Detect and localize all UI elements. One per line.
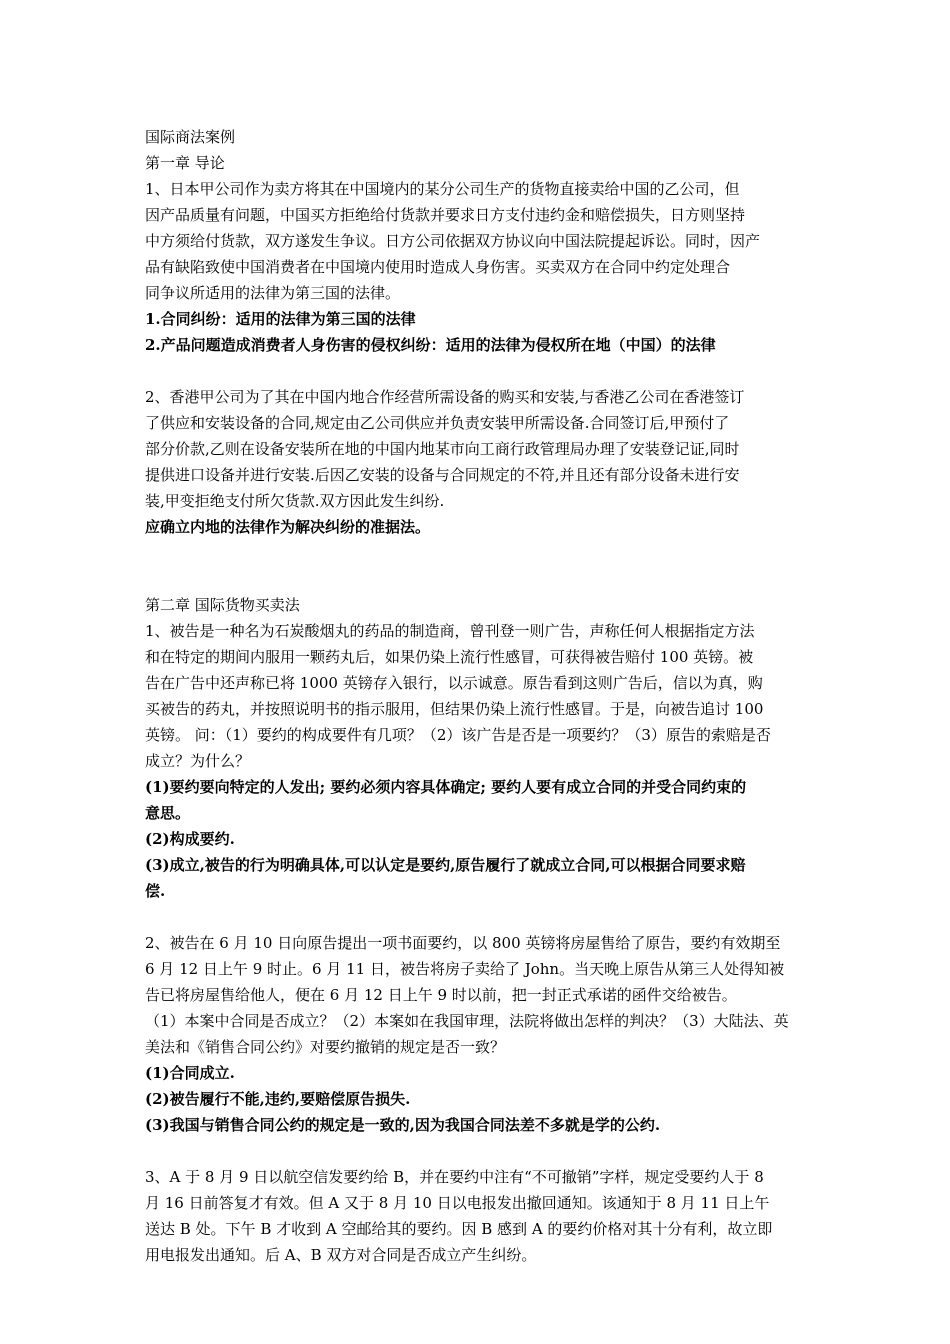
text-line: 和在特定的期间内服用一颗药丸后，如果仍染上流行性感冒，可获得被告赔付 100 英镑。被: [145, 648, 754, 666]
document-title: 国际商法案例: [145, 128, 236, 146]
answer-line: 2.产品问题造成消费者人身伤害的侵权纠纷：适用的法律为侵权所在地（中国）的法律: [145, 336, 716, 354]
text-line: 6 月 12 日上午 9 时止。6 月 11 日，被告将房子卖给了 John。当天晚上原告从第三人处得知被: [145, 960, 785, 978]
text-line: 中方须给付货款，双方遂发生争议。日方公司依据双方协议向中国法院提起诉讼。同时，因产: [145, 232, 761, 250]
ch2-case2-text: [145, 930, 810, 1060]
answer-line: 1.合同纠纷：适用的法律为第三国的法律: [145, 310, 416, 328]
text-line: 告在广告中还声称已将 1000 英镑存入银行，以示诚意。原告看到这则广告后，信以为真，购: [145, 674, 763, 692]
answer-line: (3)成立,被告的行为明确具体,可以认定是要约,原告履行了就成立合同,可以根据合同要求赔: [145, 856, 746, 874]
text-line: 因产品质量有问题，中国买方拒绝给付货款并要求日方支付违约金和赔偿损失，日方则坚持: [145, 206, 746, 224]
text-line: 成立？为什么？: [145, 752, 251, 770]
answer-line: (1)要约要向特定的人发出; 要约必须内容具体确定; 要约人要有成立合同的并受合同约束的: [145, 778, 747, 796]
text-line: 英镑。 问：（1）要约的构成要件有几项？（2）该广告是否是一项要约？（3）原告的索赔是否: [145, 726, 771, 744]
ch2-case1-answers: [145, 774, 810, 904]
text-line: （1）本案中合同是否成立？（2）本案如在我国审理，法院将做出怎样的判决？（3）大陆法、英: [145, 1012, 789, 1030]
text-line: 买被告的药丸，并按照说明书的指示服用，但结果仍染上流行性感冒。于是，向被告追讨 100: [145, 700, 764, 718]
answer-line: (1)合同成立.: [145, 1064, 235, 1082]
ch1-case2-text: [145, 384, 810, 514]
document-page: [145, 124, 810, 1268]
text-line: 1、被告是一种名为石炭酸烟丸的药品的制造商，曾刊登一则广告，声称任何人根据指定方法: [145, 622, 755, 640]
ch1-case2-answers: [145, 514, 810, 540]
chapter-1-heading: 第一章 导论: [145, 154, 225, 172]
text-line: 部分价款,乙则在设备安装所在地的中国内地某市向工商行政管理局办理了安装登记证,同时: [145, 440, 740, 458]
text-line: 2、被告在 6 月 10 日向原告提出一项书面要约，以 800 英镑将房屋售给了原告，要约有效期至: [145, 934, 781, 952]
answer-line: (2)构成要约.: [145, 830, 235, 848]
chapter-2-heading: 第二章 国际货物买卖法: [145, 596, 300, 614]
ch1-case1-answers: [145, 306, 810, 358]
answer-line: 应确立内地的法律作为解决纠纷的准据法。: [145, 518, 431, 536]
text-line: 告已将房屋售给他人，便在 6 月 12 日上午 9 时以前，把一封正式承诺的函件交给被告。: [145, 986, 737, 1004]
answer-line: (2)被告履行不能,违约,要赔偿原告损失.: [145, 1090, 411, 1108]
ch2-case2-answers: [145, 1060, 810, 1138]
ch2-case1-text: [145, 618, 810, 774]
ch1-case1-text: [145, 176, 810, 306]
text-line: 1、日本甲公司作为卖方将其在中国境内的某分公司生产的货物直接卖给中国的乙公司，但: [145, 180, 740, 198]
text-line: 了供应和安装设备的合同,规定由乙公司供应并负责安装甲所需设备.合同签订后,甲预付了: [145, 414, 730, 432]
text-line: 用电报发出通知。后 A、B 双方对合同是否成立产生纠纷。: [145, 1246, 537, 1264]
answer-line: 意思。: [145, 804, 191, 822]
text-line: 3、A 于 8 月 9 日以航空信发要约给 B，并在要约中注有“不可撤销”字样，规定受要约人于 8: [145, 1168, 764, 1186]
answer-line: 偿.: [145, 882, 166, 900]
text-line: 2、香港甲公司为了其在中国内地合作经营所需设备的购买和安装,与香港乙公司在香港签订: [145, 388, 745, 406]
text-line: 装,甲变拒绝支付所欠货款.双方因此发生纠纷.: [145, 492, 445, 510]
text-line: 品有缺陷致使中国消费者在中国境内使用时造成人身伤害。买卖双方在合同中约定处理合: [145, 258, 731, 276]
text-line: 美法和《销售合同公约》对要约撤销的规定是否一致？: [145, 1038, 506, 1056]
answer-line: (3)我国与销售合同公约的规定是一致的,因为我国合同法差不多就是学的公约.: [145, 1116, 661, 1134]
text-line: 月 16 日前答复才有效。但 A 又于 8 月 10 日以电报发出撤回通知。该通知于 8 月 11 日上午: [145, 1194, 770, 1212]
text-line: 送达 B 处。下午 B 才收到 A 空邮给其的要约。因 B 感到 A 的要约价格对其十分有利，故立即: [145, 1220, 773, 1238]
text-line: 同争议所适用的法律为第三国的法律。: [145, 284, 401, 302]
text-line: 提供进口设备并进行安装.后因乙安装的设备与合同规定的不符,并且还有部分设备未进行安: [145, 466, 740, 484]
ch2-case3-text: [145, 1164, 810, 1268]
